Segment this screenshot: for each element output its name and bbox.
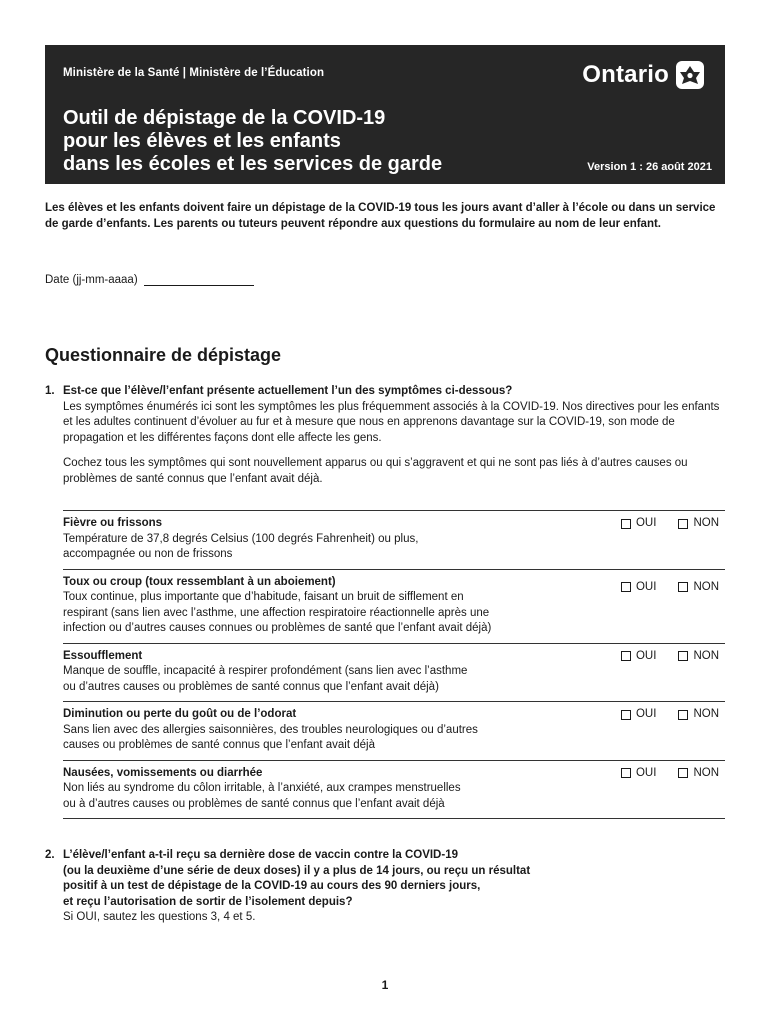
symptom-name: Diminution ou perte du goût ou de l’odorat [63,708,297,720]
question-2 [45,848,730,926]
symptom-row [63,760,725,820]
intro-text: Les élèves et les enfants doivent faire un dépistage de la COVID-19 tous les jours avant d’aller à l’école ou dans un service de garde d’enfants. Les parents ou tuteurs peuvent répondre aux questions du formulaire au nom de leur enfant. [45,202,716,230]
no-label: NON [693,580,719,593]
title-line: pour les élèves et les enfants [63,130,341,152]
yes-label: OUI [635,766,657,779]
question-text-line: et reçu l’autorisation de sortir de l’isolement depuis? [63,895,353,908]
no-option[interactable] [678,649,719,665]
ministries-label: Ministère de la Santé | Ministère de l’Éducation [63,67,325,79]
symptom-row [63,569,725,643]
question-text-line: L’élève/l’enfant a-t-il reçu sa dernière dose de vaccin contre la COVID-19 [63,849,458,861]
yes-label: OUI [635,580,657,593]
yes-option[interactable] [621,766,656,782]
title-line: dans les écoles et les services de garde [63,153,443,175]
symptom-description: Température de 37,8 degrés Celsius (100 degrés Fahrenheit) ou plus, [63,532,419,545]
symptom-description: respirant (sans lien avec l’asthme, une affection respiratoire réactionnelle après une [63,606,490,619]
yes-option[interactable] [621,707,656,723]
logo-text: Ontario [582,61,669,88]
no-option[interactable] [678,580,719,596]
checkbox-icon[interactable] [678,651,688,661]
symptom-row [63,701,725,760]
no-label: NON [693,766,719,779]
checkbox-icon[interactable] [621,651,631,661]
checkbox-icon[interactable] [621,519,631,529]
symptom-description: accompagnée ou non de frissons [63,548,233,560]
yes-option[interactable] [621,580,656,596]
date-field [45,273,254,286]
checkbox-icon[interactable] [678,768,688,778]
no-label: NON [693,649,719,662]
checkbox-icon[interactable] [621,582,631,592]
no-option[interactable] [678,766,719,782]
question-text-line: (ou la deuxième d’une série de deux doses) il y a plus de 14 jours, ou reçu un résultat [63,864,531,877]
no-label: NON [693,517,719,529]
question-note: Si OUI, sautez les questions 3, 4 et 5. [63,911,256,923]
question-number: 2. [45,849,55,861]
symptom-description: ou d’autres causes ou problèmes de santé connus que l’enfant avait déjà) [63,680,439,693]
date-label: Date (jj-mm-aaaa) [45,274,138,286]
checkbox-icon[interactable] [678,710,688,720]
ontario-logo [582,60,705,90]
no-option[interactable] [678,707,719,723]
yes-option[interactable] [621,516,656,532]
symptom-name: Essoufflement [63,649,143,662]
symptom-description: ou à d’autres causes ou problèmes de santé connus que l’enfant avait déjà [63,797,445,810]
yes-option[interactable] [621,649,656,665]
page-number: 1 [381,978,389,992]
question-instructions: Cochez tous les symptômes qui sont nouvellement apparus ou qui s’aggravent et qui ne sont pas liés à d’autres causes ou problèmes de santé connus que l’enfant avait déjà. [63,457,688,485]
version-label: Version 1 : 26 août 2021 [587,161,712,173]
symptom-name: Fièvre ou frissons [63,517,163,529]
symptom-description: Sans lien avec des allergies saisonnières, des troubles neurologiques ou d’autres [63,723,478,736]
checkbox-icon[interactable] [621,768,631,778]
title-line: Outil de dépistage de la COVID-19 [63,107,386,129]
checkbox-icon[interactable] [678,519,688,529]
symptom-name: Nausées, vomissements ou diarrhée [63,766,263,779]
symptom-description: causes ou problèmes de santé connus que l’enfant avait déjà [63,739,375,751]
no-label: NON [693,708,719,720]
header-banner [45,45,725,184]
question-text-line: positif à un test de dépistage de la COVID-19 au cours des 90 derniers jours, [63,880,481,892]
yes-label: OUI [635,649,657,662]
trillium-icon [675,60,705,90]
symptom-row [63,643,725,702]
yes-label: OUI [635,708,657,720]
yes-label: OUI [635,517,657,529]
question-number: 1. [45,385,55,397]
checkbox-icon[interactable] [678,582,688,592]
symptom-description: Toux continue, plus importante que d’habitude, faisant un bruit de sifflement en [63,591,464,603]
section-title: Questionnaire de dépistage [45,345,282,365]
date-input-line[interactable] [144,273,254,286]
symptom-description: Manque de souffle, incapacité à respirer profondément (sans lien avec l’asthme [63,665,468,677]
question-1 [45,384,730,487]
document-title [63,107,442,176]
checkbox-icon[interactable] [621,710,631,720]
question-text: Est-ce que l’élève/l’enfant présente actuellement l’un des symptômes ci-dessous? [63,385,513,397]
symptom-description: Non liés au syndrome du côlon irritable, à l’anxiété, aux crampes menstruelles [63,782,461,794]
symptom-list [63,510,725,819]
no-option[interactable] [678,516,719,532]
symptom-name: Toux ou croup (toux ressemblant à un aboiement) [63,575,336,588]
question-paragraph: Les symptômes énumérés ici sont les symptômes les plus fréquemment associés à la COVID-19. Nos directives pour les enfants et les adultes continuent d’évoluer au fur et à mesure que nous en apprenons davantage sur la COVID-19, son mode de propagation et les différentes façons dont elle affecte les gens. [63,400,720,444]
symptom-row [63,510,725,569]
symptom-description: infection ou d’autres causes connues ou problèmes de santé que l’enfant avait déjà) [63,622,492,634]
